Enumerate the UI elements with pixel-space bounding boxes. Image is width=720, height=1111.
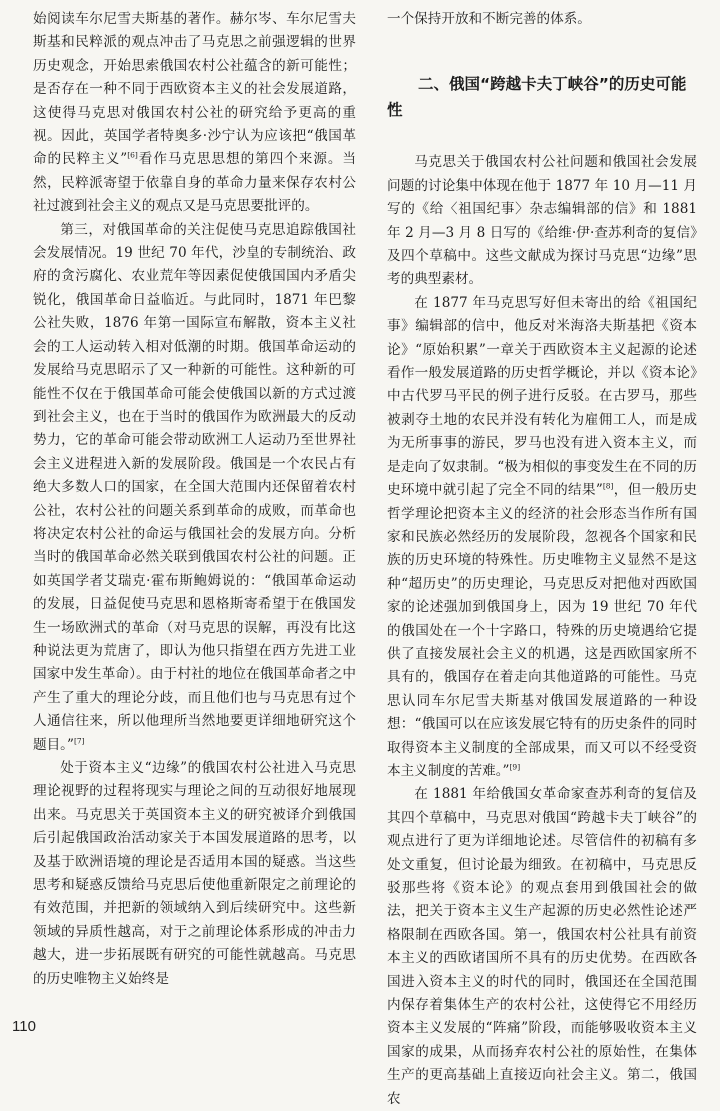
page-number: 110 bbox=[12, 1018, 36, 1035]
left-paragraph-1-tail: 看作马克思思想的第四个来源。当然，民粹派寄望于依靠自身的革命力量来保存农村公社过渡到社会主义的观点又是马克思要批评的。 bbox=[33, 151, 357, 215]
footnote-ref-9[interactable]: [9] bbox=[509, 762, 521, 772]
left-paragraph-1 bbox=[33, 8, 356, 219]
right-paragraph-2-tail: ，但一般历史哲学理论把资本主义的经济的社会形态当作所有国家和民族必然经历的发展阶段，忽视各个国家和民族的历史环境的特殊性。历史唯物主义显然不是这种“超历史”的历史理论，马克思反对把他对西欧国家的论述强加到俄国身上，因为 19 世纪 70 年代的俄国处在一个十字路口，特殊的历史境遇给它提供了直接发展社会主义的机遇，这是西欧国家所不具有的，俄国存在着走向其他道路的可能性。马克思认同车尔尼雪夫斯基对俄国发展道路的一种设想：“俄国可以在应该发展它特有的历史条件的同时取得资本主义制度的全部成果，而又可以不经受资本主义制度的苦难。” bbox=[387, 482, 698, 779]
left-paragraph-2 bbox=[33, 219, 356, 757]
left-paragraph-3-text: 处于资本主义“边缘”的俄国农村公社进入马克思理论视野的过程将现实与理论之间的互动很好地展现出来。马克思关于英国资本主义的研究被译介到俄国后引起俄国政治活动家关于本国发展道路的思考，以及基于欧洲语境的理论是否适用本国的疑惑。当这些思考和疑惑反馈给马克思后使他重新限定之前理论的有效范围，并把新的领域纳入到后续研究中。这些新领域的异质性越高，对于之前理论体系形成的冲击力越大，进一步拓展既有研究的可能性就越高。马克思的历史唯物主义始终是 bbox=[33, 760, 356, 987]
footnote-ref-7[interactable]: [7] bbox=[73, 736, 85, 746]
right-paragraph-0-text: 一个保持开放和不断完善的体系。 bbox=[387, 11, 591, 27]
right-paragraph-3-text: 在 1881 年给俄国女革命家查苏利奇的复信及其四个草稿中，马克思对俄国“跨越卡夫丁峡谷”的观点进行了更为详细地论述。尽管信件的初稿有多处文重复，但讨论最为细致。在初稿中，马克思反驳那些将《资本论》的观点套用到俄国社会的做法，把关于资本主义生产起源的历史必然性论述严格限制在西欧各国。第一，俄国农村公社具有前资本主义的西欧诸国所不具有的历史优势。在西欧各国进入资本主义的时代的同时，俄国还在全国范围内保存着集体生产的农村公社，这使得它不用经历资本主义发展的“阵痛”阶段，而能够吸收资本主义国家的成果，从而扬弃农村公社的原始性，在集体生产的更高基础上直接迈向社会主义。第二，俄国农 bbox=[387, 786, 697, 1107]
left-paragraph-2-text: 第三，对俄国革命的关注促使马克思追踪俄国社会发展情况。19 世纪 70 年代，沙皇的专制统治、政府的贪污腐化、农业荒年等因素促使俄国国内矛盾尖锐化，俄国革命日益临近。与此同时，1871 年巴黎公社失败，1876 年第一国际宣布解散，资本主义社会的工人运动转入相对低潮的时期。俄国革命运动的发展给马克思昭示了又一种新的可能性。这种新的可能性不仅在于俄国革命可能会使俄国以新的方式过渡到社会主义，也在于当时的俄国作为欧洲最大的反动势力，它的革命可能会带动欧洲工人运动乃至世界社会主义进程进入新的发展阶段。俄国是一个农民占有绝大多数人口的国家，在全国大范围内还保留着农村公社，农村公社的问题关系到革命的成败，而革命也将决定农村公社的命运与俄国社会的发展方向。分析当时的俄国革命必然关联到俄国农村公社的问题。正如英国学者艾瑞克·霍布斯鲍姆说的：“俄国革命运动的发展，日益促使马克思和恩格斯寄希望于在俄国发生一场欧洲式的革命（对马克思的误解，再没有比这种说法更为荒唐了，即认为他只指望在西方先进工业国家中发生革命）。由于村社的地位在俄国革命者之中产生了重大的理论分歧，而且他们也与马克思有过个人通信往来，所以他理所当然地要更详细地研究这个题目。” bbox=[33, 221, 356, 753]
left-column bbox=[33, 8, 356, 991]
section-heading: 二、俄国“跨越卡夫丁峡谷”的历史可能性 bbox=[387, 75, 687, 120]
right-paragraph-1-text: 马克思关于俄国农村公社问题和俄国社会发展问题的讨论集中体现在他于 1877 年 10 月—11 月写的《给〈祖国纪事〉杂志编辑部的信》和 1881 年 2 月—3 月 8 日写的《给维·伊·查苏利奇的复信》及四个草稿中。这些文献成为探讨马克思“边缘”思考的典型素材。 bbox=[387, 154, 697, 288]
right-column bbox=[387, 8, 697, 1111]
right-paragraph-2-text: 在 1877 年马克思写好但未寄出的给《祖国纪事》编辑部的信中，他反对米海洛夫斯基把《资本论》“原始积累”一章关于西欧资本主义起源的论述看作一般发展道路的历史哲学概论，并以《资本论》中古代罗马平民的例子进行反驳。在古罗马，那些被剥夺土地的农民并没有转化为雇佣工人，而是成为无所事事的游民，罗马也没有进入资本主义，而是走向了奴隶制。“极为相似的事变发生在不同的历史环境中就引起了完全不同的结果” bbox=[387, 294, 697, 499]
right-paragraph-3 bbox=[387, 783, 697, 1111]
left-paragraph-1-text: 始阅读车尔尼雪夫斯基的著作。赫尔岑、车尔尼雪夫斯基和民粹派的观点冲击了马克思之前强逻辑的世界历史观念，开始思索俄国农村公社蕴含的新可能性；是否存在一种不同于西欧资本主义的社会发展道路，这使得马克思对俄国农村公社的研究给予更高的重视。因此，英国学者特奥多·沙宁认为应该把“俄国革命的民粹主义” bbox=[33, 11, 356, 168]
right-paragraph-1 bbox=[387, 151, 697, 291]
left-paragraph-3 bbox=[33, 757, 356, 991]
right-paragraph-0 bbox=[387, 8, 697, 31]
footnote-ref-6[interactable]: [6] bbox=[127, 150, 138, 160]
right-paragraph-2 bbox=[387, 292, 697, 784]
footnote-ref-8[interactable]: [8] bbox=[602, 481, 614, 491]
